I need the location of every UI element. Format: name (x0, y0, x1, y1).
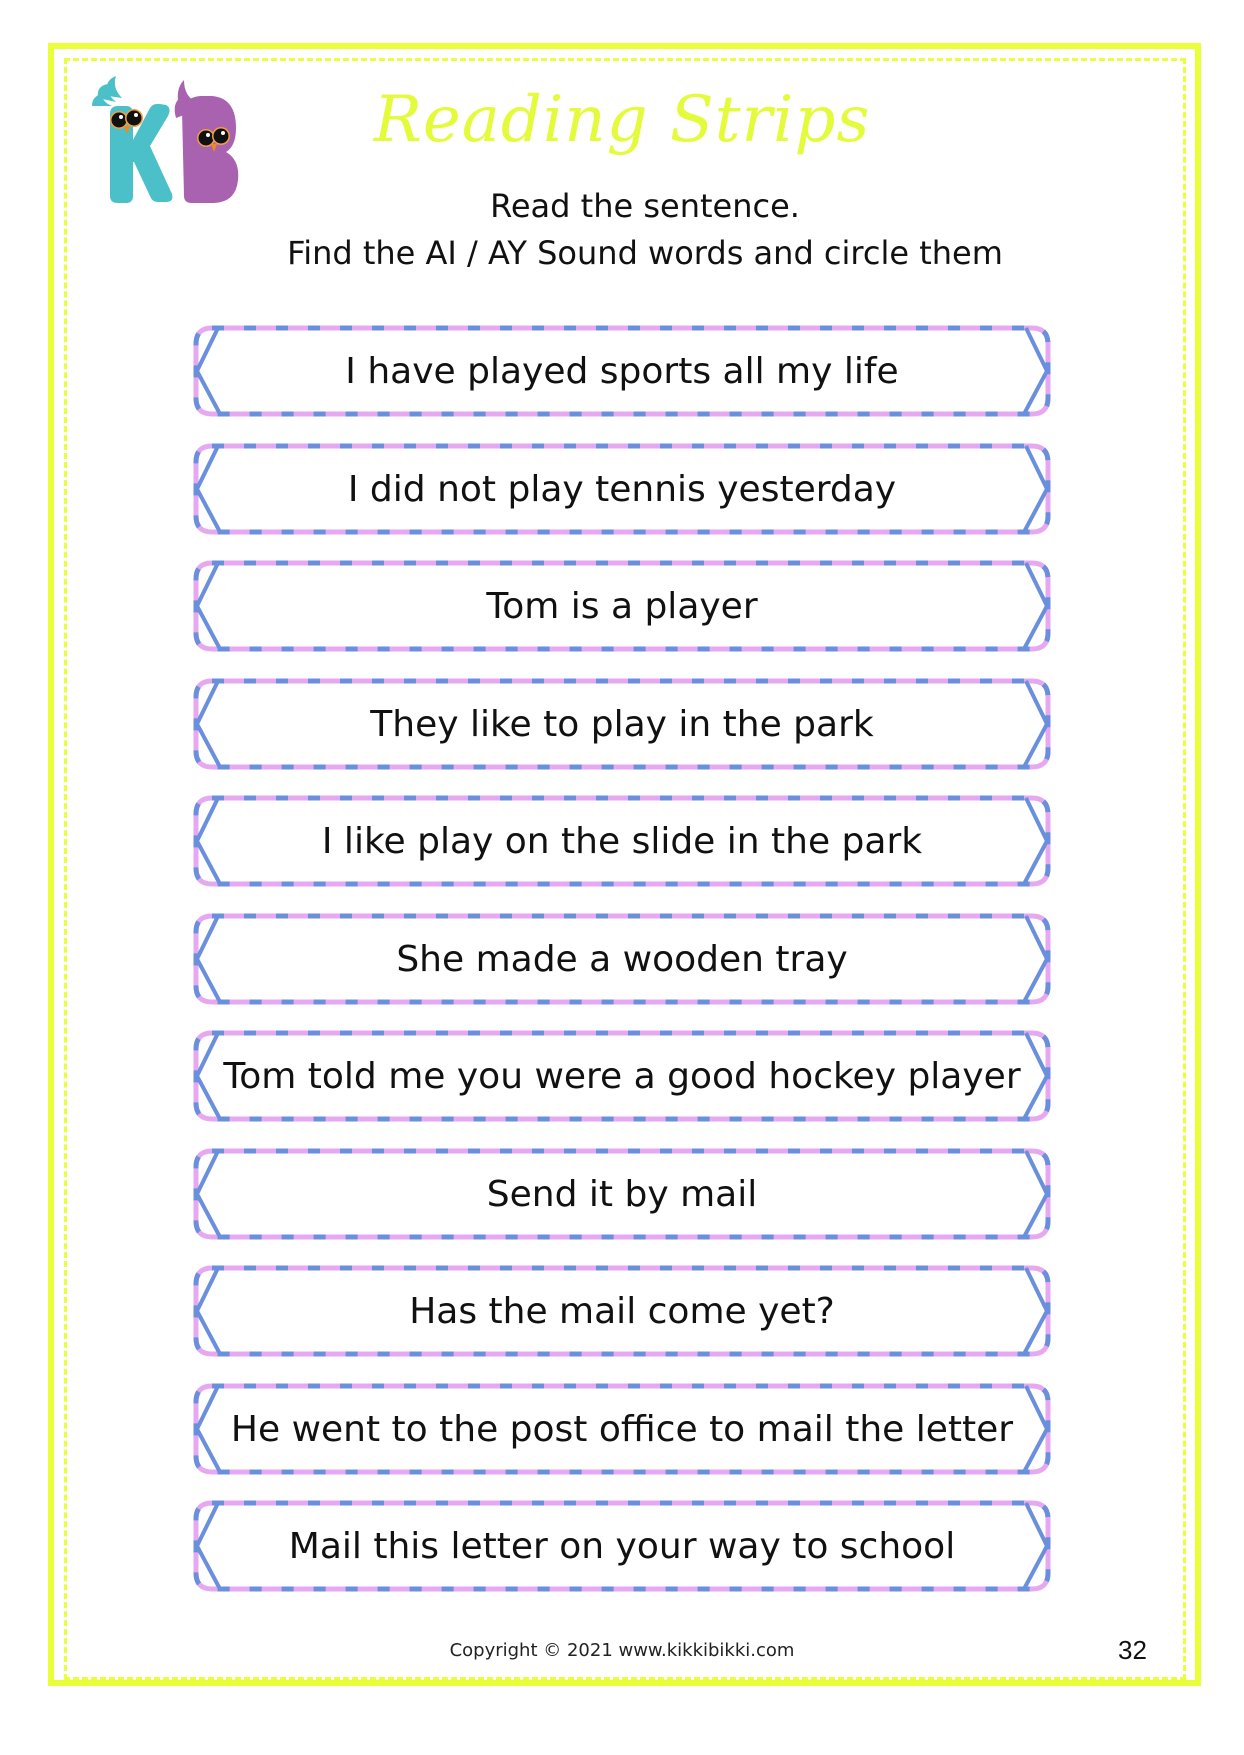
strip-sentence: Send it by mail (486, 1173, 758, 1215)
reading-strip[interactable] (193, 1383, 1051, 1475)
reading-strip[interactable] (193, 1148, 1051, 1240)
reading-strip[interactable] (193, 913, 1051, 1005)
page-number: 32 (1118, 1635, 1147, 1665)
strip-sentence: He went to the post office to mail the letter (230, 1408, 1014, 1450)
strip-sentence: Mail this letter on your way to school (288, 1525, 956, 1567)
strip-sentence: They like to play in the park (370, 703, 874, 745)
strip-sentence: She made a wooden tray (396, 938, 848, 980)
strip-sentence: I like play on the slide in the park (321, 820, 923, 862)
reading-strip[interactable] (193, 1030, 1051, 1122)
strip-sentence: Tom told me you were a good hockey player (223, 1055, 1021, 1097)
instruction-line-1: Read the sentence. (490, 187, 800, 225)
strip-sentence: Tom is a player (486, 585, 758, 627)
instruction-line-2: Find the AI / AY Sound words and circle them (287, 234, 1003, 272)
page-title: Reading Strips (373, 83, 871, 157)
reading-strip[interactable] (193, 795, 1051, 887)
reading-strip[interactable] (193, 443, 1051, 535)
reading-strip[interactable] (193, 1265, 1051, 1357)
strip-sentence: Has the mail come yet? (409, 1290, 835, 1332)
strip-sentence: I have played sports all my life (345, 350, 899, 392)
reading-strip[interactable] (193, 560, 1051, 652)
reading-strip[interactable] (193, 325, 1051, 417)
reading-strip[interactable] (193, 678, 1051, 770)
reading-strip[interactable] (193, 1500, 1051, 1592)
strip-sentence: I did not play tennis yesterday (347, 468, 897, 510)
copyright-notice: Copyright © 2021 www.kikkibikki.com (449, 1640, 795, 1661)
